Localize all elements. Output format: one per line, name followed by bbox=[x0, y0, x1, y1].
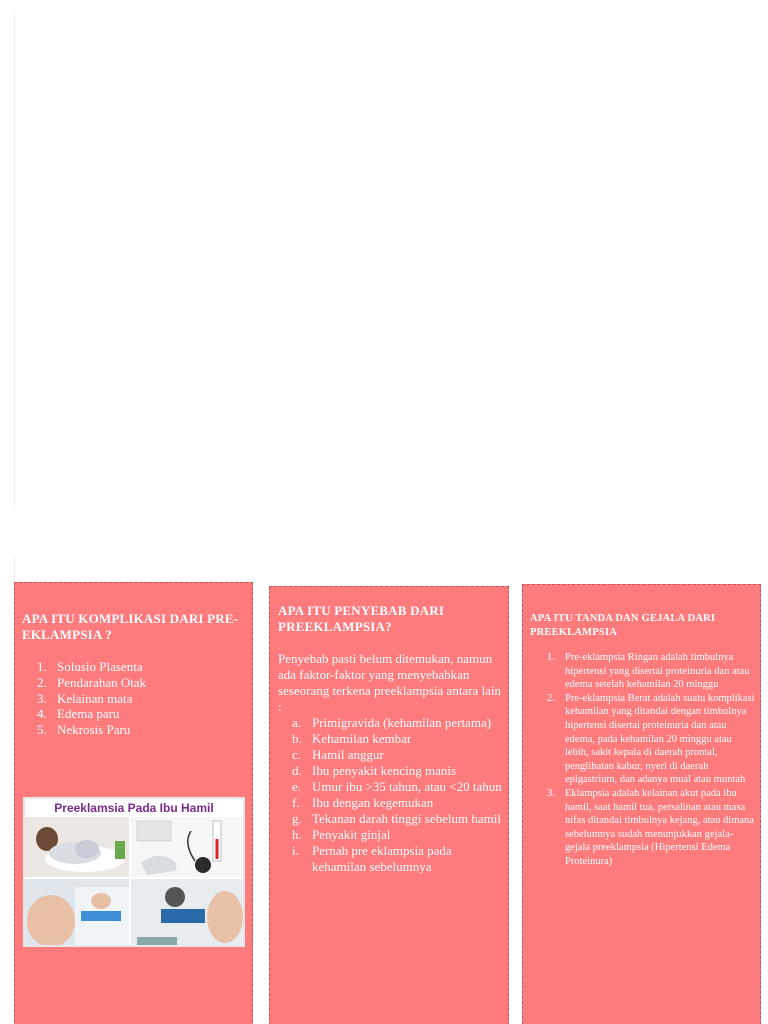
collage-illustration bbox=[25, 817, 243, 945]
image-title: Preeklamsia Pada Ibu Hamil bbox=[54, 801, 214, 815]
list-item-text: Edema paru bbox=[57, 706, 120, 722]
list-item-text: Nekrosis Paru bbox=[57, 722, 131, 738]
list-item bbox=[547, 787, 755, 869]
list-item-text: Ibu penyakit kencing manis bbox=[312, 763, 457, 778]
list-item-text: Primigravida (kehamilan pertama) bbox=[312, 715, 492, 730]
list-item-text: Pendarahan Otak bbox=[57, 674, 147, 690]
list-marker: 4. bbox=[37, 706, 47, 722]
list-item bbox=[292, 795, 502, 811]
complications-heading: APA ITU KOMPLIKASI DARI PRE-EKLAMPSIA ? bbox=[22, 611, 239, 642]
causes-intro: Penyebab pasti belum ditemukan, namun ada faktor-faktor yang menyebabkan seseorang terkena preeklampsia antara lain : bbox=[278, 651, 502, 714]
page-edge-line bbox=[14, 556, 15, 578]
list-item bbox=[547, 651, 755, 692]
list-marker: b. bbox=[292, 731, 302, 746]
causes-heading: APA ITU PENYEBAB DARI PREEKLAMPSIA? bbox=[278, 603, 445, 634]
list-marker: g. bbox=[292, 811, 302, 826]
list-item-text: Umur ibu >35 tahun, atau <20 tahun bbox=[312, 779, 502, 794]
causes-list bbox=[292, 715, 502, 875]
list-item-text: Penyakit ginjal bbox=[312, 827, 391, 842]
causes-panel bbox=[269, 586, 509, 1024]
list-item bbox=[292, 747, 502, 763]
list-item bbox=[37, 706, 247, 722]
list-item bbox=[547, 692, 755, 787]
list-marker: 1. bbox=[547, 652, 555, 663]
page-edge-line bbox=[14, 14, 15, 506]
list-item-text: Kehamilan kembar bbox=[312, 731, 412, 746]
list-marker: d. bbox=[292, 763, 302, 778]
list-marker: h. bbox=[292, 827, 302, 842]
list-marker: 2. bbox=[547, 692, 555, 704]
list-marker: a. bbox=[292, 715, 302, 730]
list-item bbox=[37, 675, 247, 691]
list-item bbox=[37, 722, 247, 738]
list-item-text: Solusio Plasenta bbox=[57, 659, 143, 674]
list-marker: 5. bbox=[37, 722, 47, 738]
list-item-text: Pre-eklampsia Ringan adalah timbulnya hipertensi yang disertai proteinuria dan atau edema setelah kehamilan 20 minggu bbox=[565, 652, 750, 691]
list-marker: f. bbox=[292, 795, 300, 810]
list-marker: c. bbox=[292, 747, 302, 762]
list-item-text: Tekanan darah tinggi sebelum hamil bbox=[312, 811, 501, 826]
list-marker: e. bbox=[292, 779, 302, 794]
list-item bbox=[292, 827, 502, 843]
list-item-text: Hamil anggur bbox=[312, 747, 384, 762]
list-item bbox=[292, 843, 502, 875]
complications-panel bbox=[14, 582, 253, 1024]
preeclampsia-collage-image bbox=[23, 797, 245, 947]
symptoms-panel bbox=[522, 584, 761, 1024]
list-item bbox=[292, 763, 502, 779]
list-item bbox=[292, 731, 502, 747]
list-item-text: Pernah pre eklampsia pada kehamilan sebelumnya bbox=[312, 843, 452, 874]
list-item bbox=[37, 691, 247, 707]
list-marker: 3. bbox=[547, 787, 555, 799]
list-item bbox=[292, 779, 502, 795]
list-item-text: Eklampsia adalah kelainan akut pada ibu hamil, saat hamil tua, persalinan atau masa nifas ditandai timbulnya kejang, atau dimana sebelumnya sudah menunjukkan gejala-gejala preeklampsia (Hipertensi Edema Proteinura) bbox=[565, 787, 754, 867]
symptoms-heading: APA ITU TANDA DAN GEJALA DARI PREEKLAMPSIA bbox=[530, 613, 716, 638]
list-marker: 1. bbox=[37, 659, 47, 674]
list-marker: 3. bbox=[37, 690, 47, 706]
list-marker: 2. bbox=[37, 674, 47, 690]
list-item-text: Kelainan mata bbox=[57, 690, 133, 706]
list-item-text: Pre-eklampsia Berat adalah suatu komplikasi kehamilan yang ditandai dengan timbulnya hipertensi disertai proteinuria dan atau edema, pada kehamilan 20 minggu atau lebih, sakit kepala di daerah prontal, penglihatan kabur, nyeri di daerah epigastrium, dan adanya mual atau muntah bbox=[565, 692, 755, 786]
list-item bbox=[292, 715, 502, 731]
list-item bbox=[292, 811, 502, 827]
complications-list bbox=[37, 659, 247, 738]
list-marker: i. bbox=[292, 843, 299, 858]
list-item-text: Ibu dengan kegemukan bbox=[312, 795, 434, 810]
symptoms-list bbox=[547, 651, 755, 869]
list-item bbox=[37, 659, 247, 675]
